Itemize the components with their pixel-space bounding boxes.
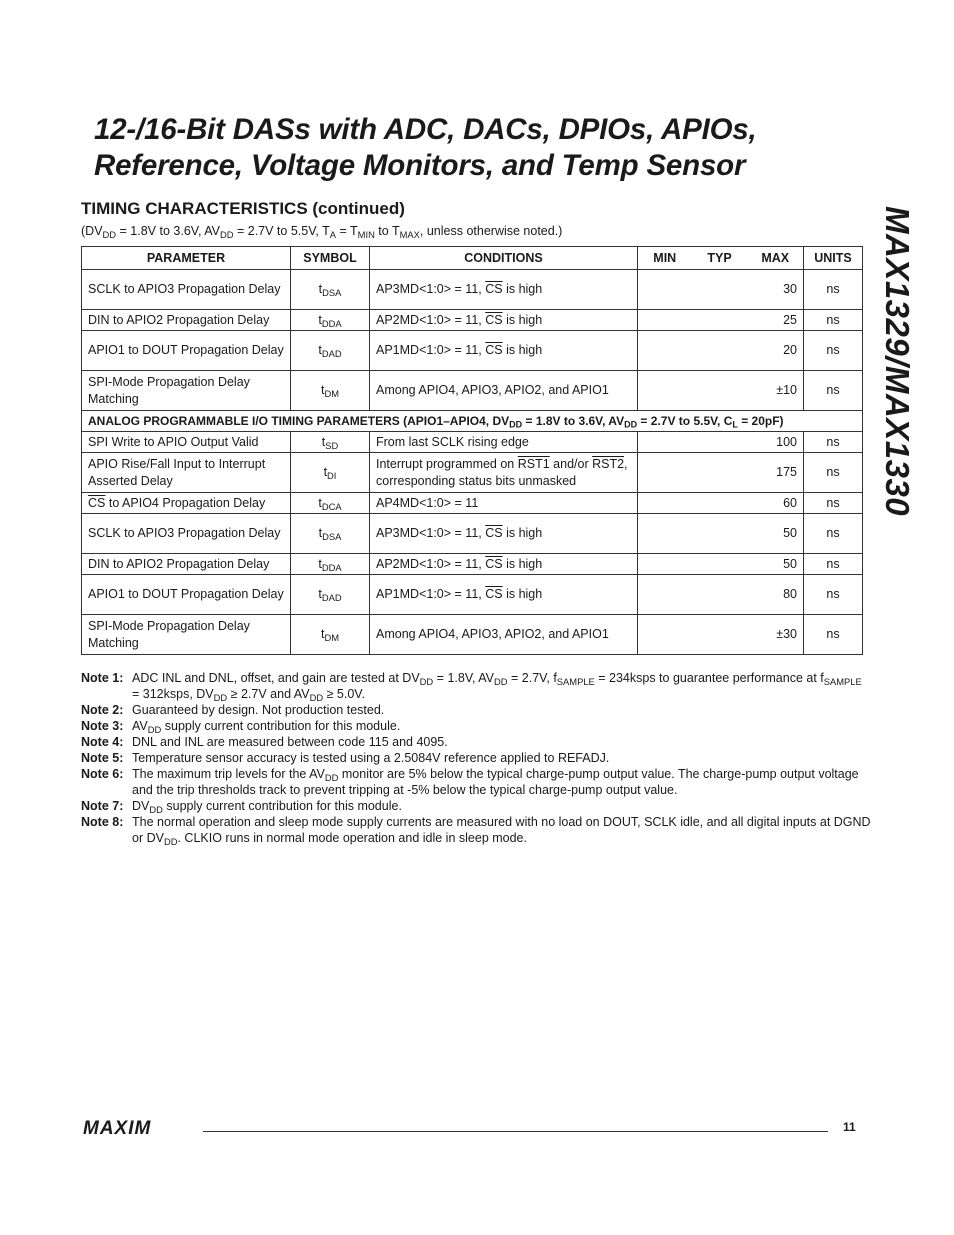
- note-label: Note 8:: [81, 815, 124, 829]
- cell-conditions: AP2MD<1:0> = 11, $\overline{CS}$ is high: [370, 554, 638, 575]
- cell-symbol: $t_{DSA}$: [291, 514, 370, 554]
- cell-max: 20: [748, 331, 804, 371]
- note-6: [81, 766, 871, 798]
- note-label: Note 5:: [81, 751, 124, 765]
- section-heading: TIMING CHARACTERISTICS (continued): [81, 199, 405, 218]
- cell-parameter: DIN to APIO2 Propagation Delay: [82, 310, 291, 331]
- table-row: [82, 270, 863, 310]
- note-label: Note 2:: [81, 703, 124, 717]
- note-text: ADC INL and DNL, offset, and gain are tested at $DV_{DD} = 1.8V$, $AV_{DD} = 2.7V$, $f_{SAMPLE}$ = 234ksps to guarantee performance at $f_{SAMPLE}$ = 312ksps, $DV_{DD} \ge 2.7V$ and $AV_{DD} \ge 5.0V$.: [132, 671, 862, 703]
- cell-typ: [692, 432, 748, 453]
- cell-max: 80: [748, 575, 804, 615]
- note-3: [81, 718, 871, 734]
- cell-units: ns: [804, 514, 863, 554]
- note-label: Note 1:: [81, 671, 124, 685]
- cell-conditions: AP1MD<1:0> = 11, $\overline{CS}$ is high: [370, 331, 638, 371]
- title-line-2: Reference, Voltage Monitors, and Temp Sensor: [94, 149, 746, 182]
- cell-conditions: AP3MD<1:0> = 11, $\overline{CS}$ is high: [370, 514, 638, 554]
- cell-max: 50: [748, 514, 804, 554]
- note-2: [81, 702, 871, 718]
- cell-typ: [692, 575, 748, 615]
- cell-min: [638, 453, 692, 493]
- cell-symbol: $t_{DDA}$: [291, 554, 370, 575]
- note-7: [81, 798, 871, 814]
- cell-symbol: $t_{DM}$: [291, 371, 370, 411]
- note-5: [81, 750, 871, 766]
- note-label: Note 7:: [81, 799, 124, 813]
- logo-text: MAXIM: [83, 1118, 152, 1136]
- cell-symbol: $t_{DSA}$: [291, 270, 370, 310]
- cell-parameter: SCLK to APIO3 Propagation Delay: [82, 270, 291, 310]
- cell-parameter: SPI-Mode Propagation Delay Matching: [82, 615, 291, 655]
- cell-parameter: APIO Rise/Fall Input to Interrupt Asserted Delay: [82, 453, 291, 493]
- cell-max: 50: [748, 554, 804, 575]
- note-text: The maximum trip levels for the $AV_{DD}$ monitor are 5% below the typical charge-pump output value. The charge-pump output voltage and the trip thresholds track to prevent tripping at -5% below the typical charge-pump output value.: [132, 767, 859, 797]
- table-row: [82, 493, 863, 514]
- table-row: [82, 310, 863, 331]
- cell-symbol: $t_{DAD}$: [291, 331, 370, 371]
- header-min: MIN: [638, 247, 692, 270]
- cell-min: [638, 615, 692, 655]
- cell-typ: [692, 331, 748, 371]
- cell-conditions: AP2MD<1:0> = 11, $\overline{CS}$ is high: [370, 310, 638, 331]
- cell-parameter: APIO1 to DOUT Propagation Delay: [82, 575, 291, 615]
- cell-max: 25: [748, 310, 804, 331]
- cell-units: ns: [804, 615, 863, 655]
- note-text: $DV_{DD}$ supply current contribution for this module.: [132, 799, 402, 815]
- cell-parameter: SCLK to APIO3 Propagation Delay: [82, 514, 291, 554]
- cell-symbol: $t_{DI}$: [291, 453, 370, 493]
- cell-units: ns: [804, 331, 863, 371]
- table-section-row: [82, 411, 863, 432]
- header-parameter: PARAMETER: [82, 247, 291, 270]
- cell-units: ns: [804, 575, 863, 615]
- notes-list: [81, 670, 871, 846]
- cell-max: 60: [748, 493, 804, 514]
- test-conditions: ($DV_{DD} = 1.8V$ to 3.6V, $AV_{DD} = 2.7V$ to 5.5V, $T_A = T_{MIN}$ to $T_{MAX}$, unless otherwise noted.): [81, 224, 563, 240]
- cell-conditions: Among APIO4, APIO3, APIO2, and APIO1: [370, 615, 638, 655]
- cell-typ: [692, 453, 748, 493]
- table-row: [82, 554, 863, 575]
- cell-max: 30: [748, 270, 804, 310]
- cell-conditions: AP4MD<1:0> = 11: [370, 493, 638, 514]
- cell-parameter: SPI Write to APIO Output Valid: [82, 432, 291, 453]
- header-conditions: CONDITIONS: [370, 247, 638, 270]
- section-title-analog-io: ANALOG PROGRAMMABLE I/O TIMING PARAMETERS (APIO1–APIO4, $DV_{DD} = 1.8V$ to 3.6V, $AV_{DD} = 2.7V$ to 5.5V, $C_L = 20pF$): [82, 411, 863, 432]
- cell-parameter: APIO1 to DOUT Propagation Delay: [82, 331, 291, 371]
- cell-parameter: DIN to APIO2 Propagation Delay: [82, 554, 291, 575]
- cell-max: 175: [748, 453, 804, 493]
- cell-units: ns: [804, 371, 863, 411]
- cell-typ: [692, 514, 748, 554]
- maxim-logo: [83, 1118, 193, 1136]
- note-4: [81, 734, 871, 750]
- title-line-1: 12-/16-Bit DASs with ADC, DACs, DPIOs, APIOs,: [94, 113, 757, 146]
- note-8: [81, 814, 871, 846]
- note-label: Note 6:: [81, 767, 124, 781]
- footer-rule: [203, 1131, 828, 1132]
- cell-units: ns: [804, 493, 863, 514]
- cell-symbol: $t_{SD}$: [291, 432, 370, 453]
- cell-min: [638, 575, 692, 615]
- cell-min: [638, 514, 692, 554]
- cell-max: 100: [748, 432, 804, 453]
- note-1: [81, 670, 871, 702]
- note-text: $AV_{DD}$ supply current contribution for this module.: [132, 719, 401, 735]
- side-part-number: MAX1329/MAX1330: [879, 206, 916, 517]
- cell-typ: [692, 371, 748, 411]
- page-number: 11: [843, 1120, 856, 1134]
- note-label: Note 3:: [81, 719, 124, 733]
- cell-typ: [692, 554, 748, 575]
- table-row: [82, 615, 863, 655]
- cell-conditions: Interrupt programmed on RST1 and/or RST2, corresponding status bits unmasked: [370, 453, 638, 493]
- note-text: The normal operation and sleep mode supply currents are measured with no load on DOUT, SCLK idle, and all digital inputs at DGND or $DV_{DD}$. CLKIO runs in normal mode operation and idle in sleep mode.: [132, 815, 871, 847]
- note-text: DNL and INL are measured between code 115 and 4095.: [132, 735, 448, 749]
- header-units: UNITS: [804, 247, 863, 270]
- cell-symbol: $t_{DM}$: [291, 615, 370, 655]
- cell-units: ns: [804, 310, 863, 331]
- table-row: [82, 453, 863, 493]
- cell-symbol: $t_{DDA}$: [291, 310, 370, 331]
- cell-parameter: SPI-Mode Propagation Delay Matching: [82, 371, 291, 411]
- note-text: Guaranteed by design. Not production tested.: [132, 703, 385, 717]
- document-title: [94, 112, 894, 184]
- cell-conditions: From last SCLK rising edge: [370, 432, 638, 453]
- cell-conditions: AP3MD<1:0> = 11, $\overline{CS}$ is high: [370, 270, 638, 310]
- timing-table: [81, 246, 863, 655]
- cell-typ: [692, 615, 748, 655]
- header-typ: TYP: [692, 247, 748, 270]
- cell-min: [638, 270, 692, 310]
- cell-units: ns: [804, 453, 863, 493]
- table-row: [82, 514, 863, 554]
- note-label: Note 4:: [81, 735, 124, 749]
- cell-min: [638, 371, 692, 411]
- table-row: [82, 331, 863, 371]
- cell-max: ±30: [748, 615, 804, 655]
- cell-min: [638, 493, 692, 514]
- cell-symbol: $t_{DCA}$: [291, 493, 370, 514]
- cell-conditions: AP1MD<1:0> = 11, $\overline{CS}$ is high: [370, 575, 638, 615]
- cell-min: [638, 310, 692, 331]
- header-max: MAX: [748, 247, 804, 270]
- table-row: [82, 371, 863, 411]
- table-header-row: [82, 247, 863, 270]
- table-row: [82, 575, 863, 615]
- cell-typ: [692, 493, 748, 514]
- cell-min: [638, 331, 692, 371]
- cell-units: ns: [804, 432, 863, 453]
- cell-parameter: $\overline{CS}$ to APIO4 Propagation Delay: [82, 493, 291, 514]
- cell-units: ns: [804, 554, 863, 575]
- cell-min: [638, 432, 692, 453]
- table-row: [82, 432, 863, 453]
- cell-conditions: Among APIO4, APIO3, APIO2, and APIO1: [370, 371, 638, 411]
- cell-typ: [692, 310, 748, 331]
- cell-min: [638, 554, 692, 575]
- cell-max: ±10: [748, 371, 804, 411]
- header-symbol: SYMBOL: [291, 247, 370, 270]
- cell-typ: [692, 270, 748, 310]
- cell-symbol: $t_{DAD}$: [291, 575, 370, 615]
- note-text: Temperature sensor accuracy is tested using a 2.5084V reference applied to REFADJ.: [132, 751, 610, 765]
- cell-units: ns: [804, 270, 863, 310]
